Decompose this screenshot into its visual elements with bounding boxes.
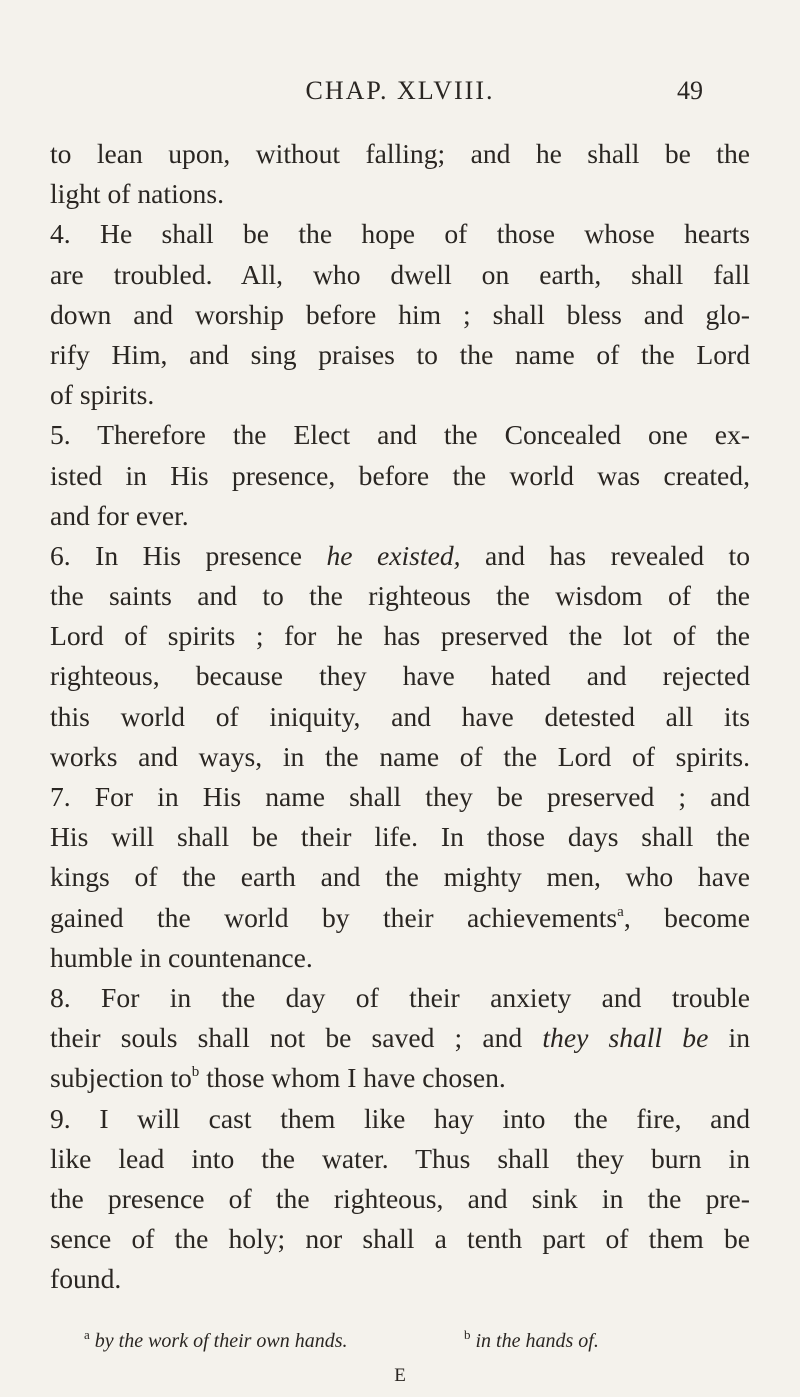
footnote-marker: b: [464, 1327, 471, 1342]
text-line: [50, 536, 750, 576]
page-number: 49: [677, 76, 703, 105]
text-line: sence of the holy; nor shall a tenth part of them be: [50, 1223, 750, 1255]
text-segment: gained the world by their achievements: [50, 901, 618, 933]
footnote-reference: a: [617, 903, 624, 920]
text-line: works and ways, in the name of the Lord of spirits.: [50, 740, 750, 772]
footnote-text: by the work of their own hands.: [94, 1330, 348, 1352]
text-line: 7. For in His name shall they be preserved ; and: [50, 781, 750, 812]
footnote-reference: b: [191, 1064, 200, 1081]
text-line: like lead into the water. Thus shall they burn in: [50, 1142, 750, 1174]
text-line: this world of iniquity, and have detested all its: [50, 700, 750, 732]
text-line: and for ever.: [50, 499, 189, 531]
text-line: 9. I will cast them like hay into the fire, and: [50, 1102, 750, 1134]
text-segment: subjection to: [50, 1062, 192, 1094]
text-line: 5. Therefore the Elect and the Concealed one ex-: [50, 419, 750, 451]
text-segment: in: [708, 1022, 750, 1054]
text-line: 4. He shall be the hope of those whose hearts: [50, 218, 750, 250]
text-line: humble in countenance.: [50, 941, 313, 973]
running-title: CHAP. XLVIII.: [305, 76, 495, 105]
text-line: to lean upon, without falling; and he shall be the: [50, 138, 750, 169]
footnote-marker: a: [84, 1327, 90, 1342]
body-text: [50, 134, 750, 1299]
text-segment: 6. In His presence: [50, 539, 327, 571]
italic-text: he existed,: [326, 539, 461, 571]
text-line: [50, 1018, 750, 1058]
italic-text: they shall be: [542, 1022, 709, 1054]
text-segment: , become: [623, 901, 750, 933]
text-line: [50, 1058, 750, 1098]
text-segment: their souls shall not be saved ; and: [50, 1022, 543, 1054]
text-line: light of nations.: [50, 178, 224, 210]
text-line: [50, 898, 750, 938]
text-line: isted in His presence, before the world was created,: [50, 459, 750, 491]
text-line: His will shall be their life. In those days shall the: [50, 821, 750, 853]
text-line: kings of the earth and the mighty men, who have: [50, 861, 750, 893]
text-line: found.: [50, 1263, 122, 1295]
page-header: [0, 72, 800, 112]
signature-mark: E: [394, 1365, 406, 1386]
footnote-a: [84, 1327, 348, 1353]
text-line: Lord of spirits ; for he has preserved the lot of the: [50, 620, 750, 652]
text-line: are troubled. All, who dwell on earth, shall fall: [50, 258, 750, 290]
text-line: the saints and to the righteous the wisdom of the: [50, 580, 750, 612]
text-line: of spirits.: [50, 379, 155, 411]
footnote-text: in the hands of.: [475, 1330, 599, 1352]
text-line: the presence of the righteous, and sink in the pre-: [50, 1182, 750, 1214]
text-segment: those whom I have chosen.: [199, 1062, 506, 1094]
text-line: righteous, because they have hated and rejected: [50, 660, 750, 692]
text-line: rify Him, and sing praises to the name of the Lord: [50, 338, 750, 370]
text-line: down and worship before him ; shall bless and glo-: [50, 298, 750, 330]
text-line: 8. For in the day of their anxiety and trouble: [50, 981, 750, 1013]
text-segment: and has revealed to: [460, 539, 751, 571]
footnote-b: [464, 1327, 599, 1353]
